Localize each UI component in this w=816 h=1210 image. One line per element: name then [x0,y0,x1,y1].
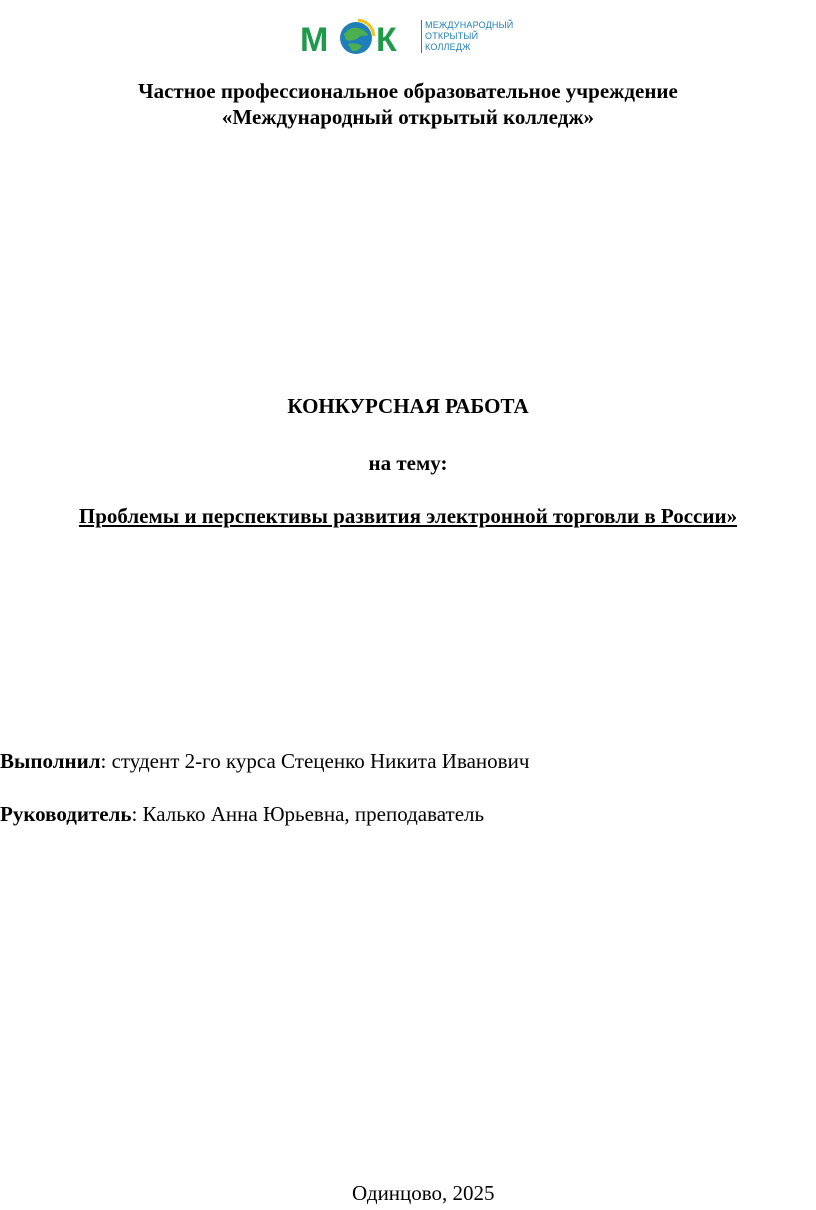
topic-title: Проблемы и перспективы развития электронной торговли в России» [78,504,738,528]
topic-label: на тему: [368,451,448,475]
institution-line-2: «Международный открытый колледж» [221,105,595,129]
college-logo-text [421,20,513,53]
svg-text:К: К [376,21,397,58]
author-value: : студент 2-го курса Стеценко Никита Иванович [100,749,530,773]
place-year: Одинцово, 2025 [352,1181,495,1205]
institution-line-1: Частное профессиональное образовательное учреждение [138,79,678,103]
logo-text-line: МЕЖДУНАРОДНЫЙ [425,20,514,30]
author-label: Выполнил [0,749,101,773]
logo-text-line: КОЛЛЕДЖ [425,42,471,52]
college-logo-mark [300,18,420,58]
svg-text:М: М [300,21,329,58]
supervisor-label: Руководитель [0,802,132,826]
college-logo [300,18,520,58]
document-type: КОНКУРСНАЯ РАБОТА [287,394,529,418]
supervisor-value: : Калько Анна Юрьевна, преподаватель [131,802,485,826]
logo-text-line: ОТКРЫТЫЙ [425,31,479,41]
author-line [0,748,529,774]
institution-name [0,78,816,130]
globe-icon [340,20,374,54]
supervisor-line [0,801,484,827]
